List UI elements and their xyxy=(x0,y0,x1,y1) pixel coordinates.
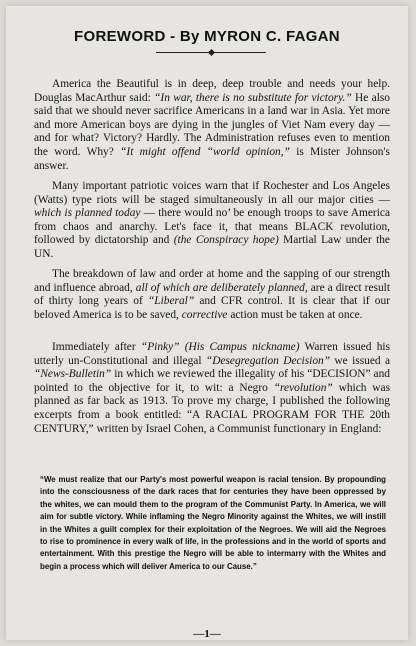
text-run: He also said that we should never sacrifice Americans in a land war in Asia. Yet more and more American boys are dying in the jungles of Viet Nam every day — and for what? Victory? Hardly. The Administration refuses even to mention the word. Why? xyxy=(34,91,390,158)
paragraph-4 xyxy=(34,341,390,436)
paragraph-3 xyxy=(34,268,390,322)
text-run: The breakdown of law and order at home and the sapping of our strength and influence abroad, xyxy=(34,268,390,294)
text-run: Immediately after xyxy=(52,341,141,353)
emphasis-text: “In war, there is no substitute for victory.” xyxy=(154,91,352,104)
paragraph-1 xyxy=(34,78,390,173)
emphasis-text: “revolution” xyxy=(273,381,333,394)
emphasis-text: “Liberal” xyxy=(147,295,195,308)
paragraph-2 xyxy=(34,180,390,262)
page xyxy=(6,6,408,640)
page-title: FOREWORD - By MYRON C. FAGAN xyxy=(74,28,340,45)
rule-ornament xyxy=(208,49,215,56)
text-run: are a direct result of thirty long years of xyxy=(34,281,390,308)
block-quote: “We must realize that our Party's most powerful weapon is racial tension. By propounding into the consciousness of the dark races that for centuries they have been oppressed by the whites, we can mould them to the program of the Communist Party. In America, we will aim for subtle victory. While inflaming the Negro Minority against the Whites, we will instill in the Whites a guilt complex for their exploitation of the Negroes. We will aid the Negroes to rise to prominence in every walk of life, in the professions and in the world of sports and entertainment. With this prestige the Negro will be able to intermarry with the Whites and begin a process which will deliver America to our Cause.” xyxy=(40,475,386,571)
emphasis-text: “Desegregation Decision” xyxy=(205,354,331,367)
text-run: we issued a xyxy=(330,354,390,367)
text-run: action must be taken at once. xyxy=(227,308,363,321)
emphasis-text: all of which are deliberately planned, xyxy=(135,281,308,294)
page-number: —1— xyxy=(193,628,221,640)
emphasis-text: corrective xyxy=(181,308,228,321)
text-run: and CFR control. It is clear that if our beloved America is to be saved, xyxy=(34,295,390,321)
text-run: Warren issued his utterly un-Constitutional and illegal xyxy=(34,341,391,367)
text-run: in which we reviewed the illegality of his “DECISION” and pointed to the objective for it, to wit: a Negro xyxy=(34,368,390,394)
emphasis-text: (the Conspiracy hope) xyxy=(173,234,279,247)
emphasis-text: “News-Bulletin” xyxy=(34,368,112,381)
text-run: — there would no’ be enough troops to save America from chaos and anarchy. Let's face it, that means BLACK revolution, followed by dictatorship and xyxy=(34,207,390,247)
emphasis-text: which is planned today xyxy=(34,207,141,220)
text-run: is Mister Johnson's answer. xyxy=(34,145,390,172)
emphasis-text: “Pinky” (His Campus nickname) xyxy=(140,341,300,353)
text-run: Martial Law under the UN. xyxy=(34,234,390,260)
text-run: Many important patriotic voices warn that if Rochester and Los Angeles (Watts) type riots will be staged simultaneously in all our major cities — xyxy=(34,180,390,206)
emphasis-text: “It might offend “world opinion,” xyxy=(120,145,290,158)
text-run: America the Beautiful is in deep, deep trouble and needs your help. Douglas MacArthur said: xyxy=(34,78,390,104)
text-run: which was planned as far back as 1913. To prove my charge, I published the following excerpts from a book entitled: “A RACIAL PROGRAM FOR THE 20th CENTURY,” written by Israel Cohen, a Communist functionary in England: xyxy=(34,381,391,435)
